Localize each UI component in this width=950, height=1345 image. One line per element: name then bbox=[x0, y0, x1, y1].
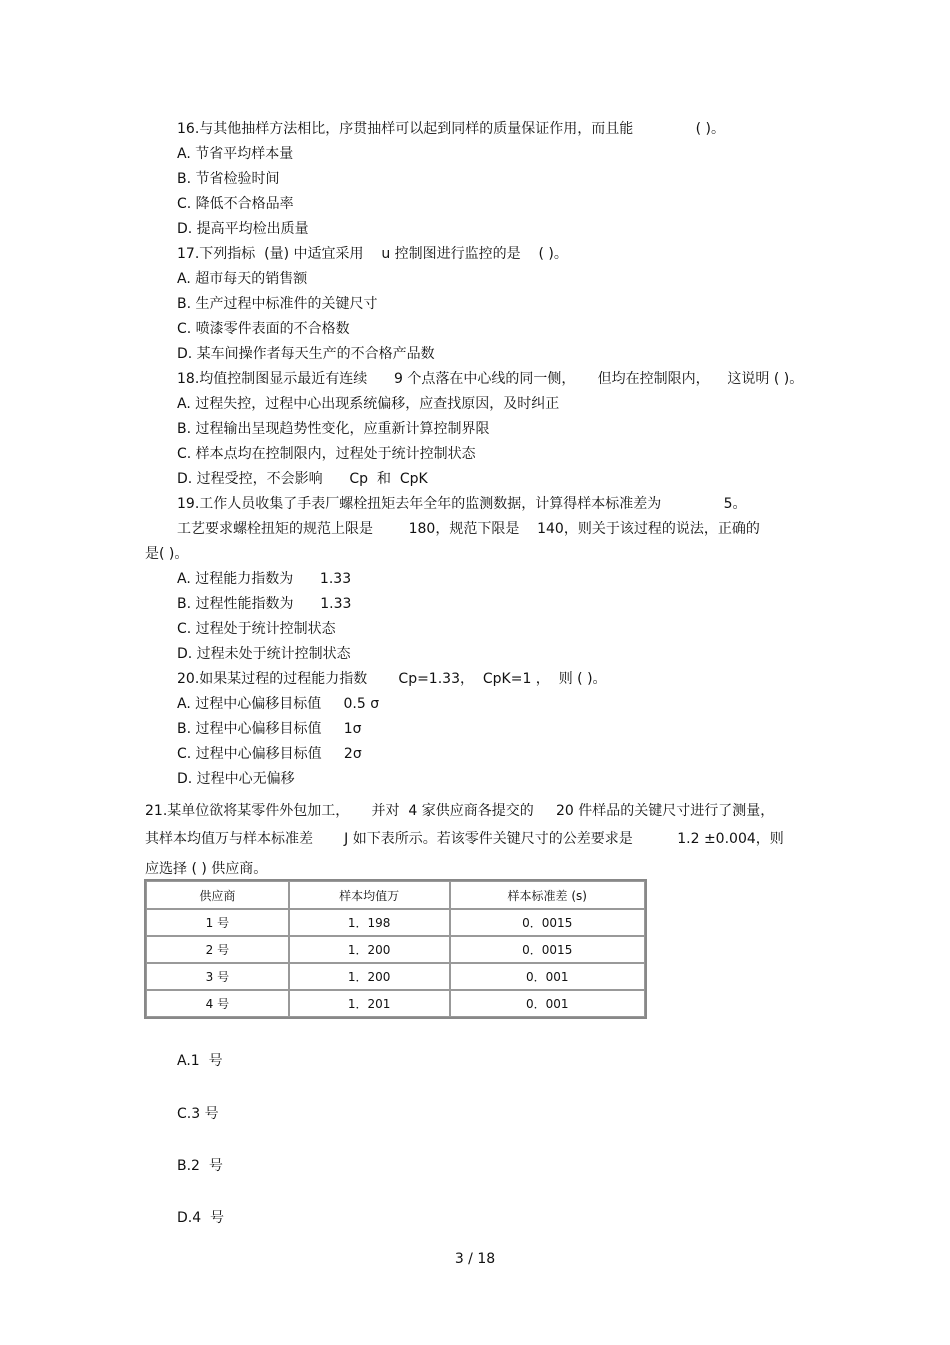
table-row bbox=[146, 909, 645, 936]
table-cell: 1．201 bbox=[289, 990, 450, 1017]
q18-option-d: D. 过程受控，不会影响 Cp 和 CpK bbox=[177, 471, 428, 487]
header-sample-std: 样本标准差 (s) bbox=[450, 881, 646, 909]
supplier-table bbox=[144, 879, 647, 1019]
q16-option-b: B. 节省检验时间 bbox=[177, 171, 280, 187]
question-21-stem-line3: 应选择 ( ) 供应商。 bbox=[145, 861, 268, 877]
table-row bbox=[146, 963, 645, 990]
q16-option-c: C. 降低不合格品率 bbox=[177, 196, 294, 212]
page-number: 3 / 18 bbox=[454, 1251, 496, 1267]
question-18-stem: 18.均值控制图显示最近有连续 9 个点落在中心线的同一侧， 但均在控制限内， 这说明 ( )。 bbox=[177, 371, 804, 387]
q18-option-b: B. 过程输出呈现趋势性变化，应重新计算控制界限 bbox=[177, 421, 490, 437]
q20-option-b: B. 过程中心偏移目标值 1σ bbox=[177, 721, 362, 737]
q19-option-c: C. 过程处于统计控制状态 bbox=[177, 621, 336, 637]
q21-option-d: D.4 号 bbox=[177, 1210, 225, 1226]
q19-option-b: B. 过程性能指数为 1.33 bbox=[177, 596, 352, 612]
q21-option-c: C.3 号 bbox=[177, 1106, 219, 1122]
question-21-stem-line2: 其样本均值万与样本标准差 J 如下表所示。若该零件关键尺寸的公差要求是 1.2 ±0.004，则 bbox=[145, 831, 784, 847]
table-cell: 3 号 bbox=[146, 963, 289, 990]
table-cell: 0．001 bbox=[450, 963, 646, 990]
q16-option-d: D. 提高平均检出质量 bbox=[177, 221, 309, 237]
q18-option-c: C. 样本点均在控制限内，过程处于统计控制状态 bbox=[177, 446, 476, 462]
table-cell: 0．0015 bbox=[450, 909, 646, 936]
q19-option-a: A. 过程能力指数为 1.33 bbox=[177, 571, 352, 587]
q21-option-a: A.1 号 bbox=[177, 1053, 223, 1069]
question-21-stem-line1: 21.某单位欲将某零件外包加工， 并对 4 家供应商各提交的 20 件样品的关键尺寸进行了测量， bbox=[145, 803, 775, 819]
table-cell: 2 号 bbox=[146, 936, 289, 963]
table-row bbox=[146, 936, 645, 963]
table-cell: 1．200 bbox=[289, 963, 450, 990]
q16-option-a: A. 节省平均样本量 bbox=[177, 146, 294, 162]
table-header-row bbox=[146, 881, 645, 909]
table-cell: 1 号 bbox=[146, 909, 289, 936]
table-row bbox=[146, 990, 645, 1017]
table-cell: 1．198 bbox=[289, 909, 450, 936]
question-19-stem-line1: 19.工作人员收集了手表厂螺栓扭矩去年全年的监测数据，计算得样本标准差为 5。 bbox=[177, 496, 747, 512]
q20-option-d: D. 过程中心无偏移 bbox=[177, 771, 295, 787]
question-16-stem: 16.与其他抽样方法相比，序贯抽样可以起到同样的质量保证作用，而且能 ( )。 bbox=[177, 121, 725, 137]
q17-option-c: C. 喷漆零件表面的不合格数 bbox=[177, 321, 350, 337]
q19-option-d: D. 过程未处于统计控制状态 bbox=[177, 646, 351, 662]
header-supplier: 供应商 bbox=[146, 881, 289, 909]
table-cell: 0．0015 bbox=[450, 936, 646, 963]
q17-option-a: A. 超市每天的销售额 bbox=[177, 271, 308, 287]
question-17-stem: 17.下列指标 (量) 中适宜采用 u 控制图进行监控的是 ( )。 bbox=[177, 246, 568, 262]
table-cell: 0．001 bbox=[450, 990, 646, 1017]
q20-option-a: A. 过程中心偏移目标值 0.5 σ bbox=[177, 696, 380, 712]
header-sample-mean: 样本均值万 bbox=[289, 881, 450, 909]
table-cell: 1．200 bbox=[289, 936, 450, 963]
question-19-stem-line2: 工艺要求螺栓扭矩的规范上限是 180，规范下限是 140，则关于该过程的说法，正确的 bbox=[177, 521, 760, 537]
q17-option-b: B. 生产过程中标准件的关键尺寸 bbox=[177, 296, 378, 312]
q20-option-c: C. 过程中心偏移目标值 2σ bbox=[177, 746, 362, 762]
q21-option-b: B.2 号 bbox=[177, 1158, 223, 1174]
question-20-stem: 20.如果某过程的过程能力指数 Cp=1.33， CpK=1 ， 则 ( )。 bbox=[177, 671, 607, 687]
question-19-stem-line3: 是( )。 bbox=[145, 546, 189, 562]
table-cell: 4 号 bbox=[146, 990, 289, 1017]
q17-option-d: D. 某车间操作者每天生产的不合格产品数 bbox=[177, 346, 435, 362]
q18-option-a: A. 过程失控，过程中心出现系统偏移，应查找原因，及时纠正 bbox=[177, 396, 560, 412]
